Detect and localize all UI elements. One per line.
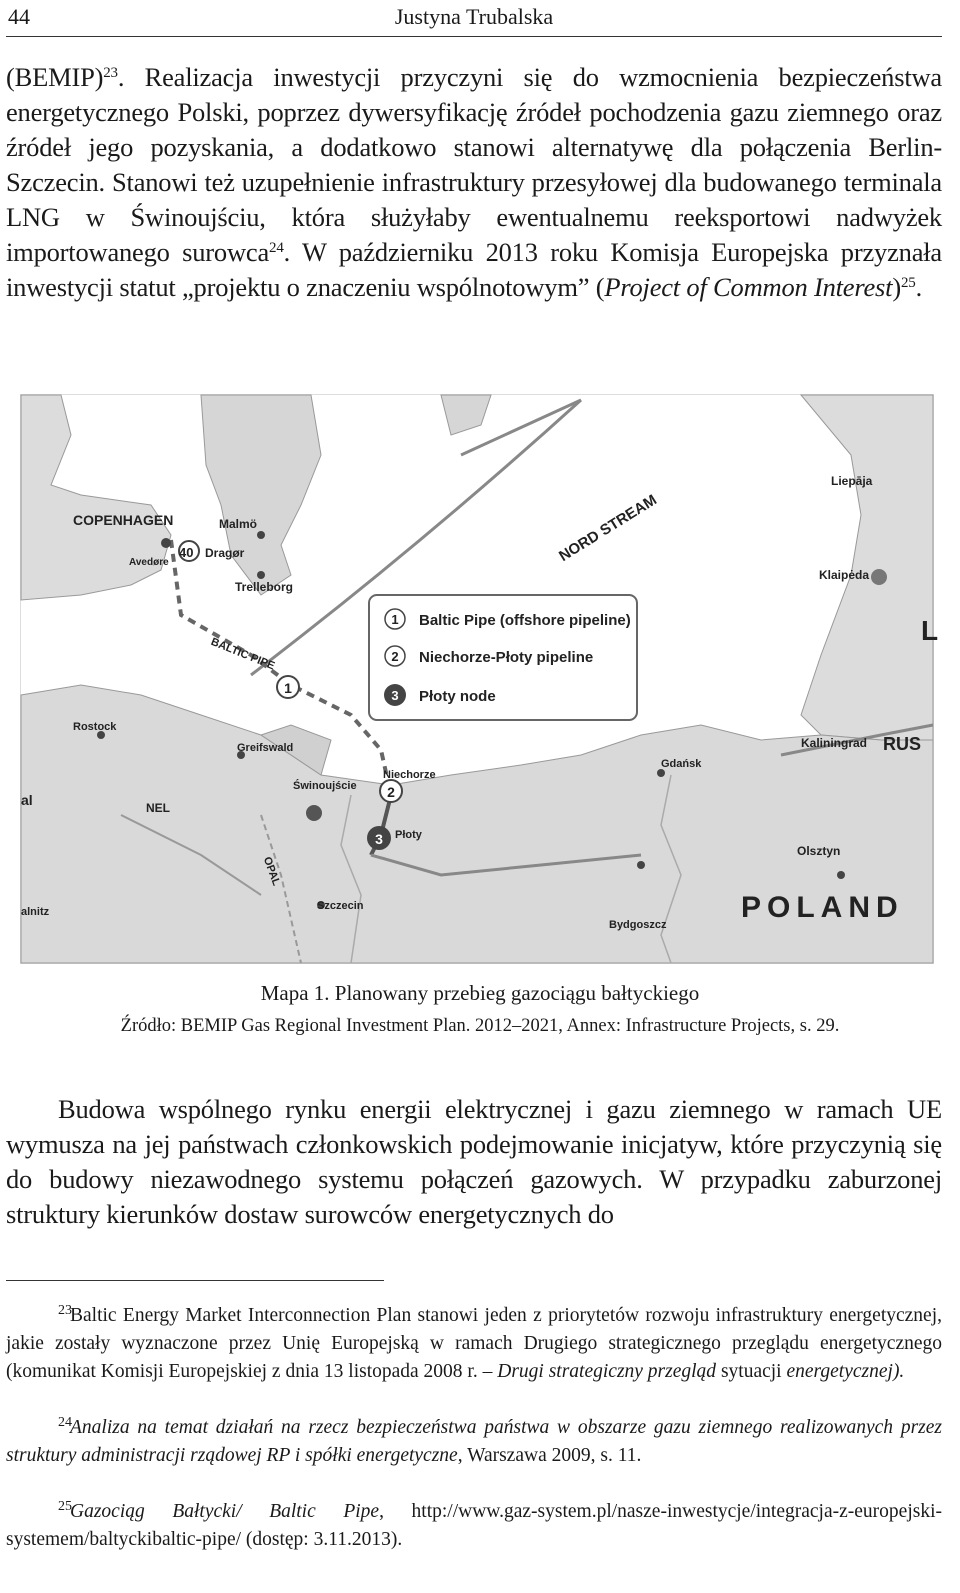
footnote-ref-23[interactable]: 23 (103, 65, 118, 81)
svg-text:Kaliningrad: Kaliningrad (801, 736, 868, 750)
map-source: Źródło: BEMIP Gas Regional Investment Plan. 2012–2021, Annex: Infrastructure Projects, s. 29. (120, 1016, 840, 1036)
svg-text:Malmö: Malmö (219, 517, 258, 531)
svg-text:alnitz: alnitz (21, 906, 50, 918)
legend-item-3: Płoty node (419, 688, 496, 705)
svg-text:Rostock: Rostock (73, 721, 117, 733)
svg-text:NEL: NEL (146, 801, 170, 815)
svg-text:1: 1 (391, 612, 399, 627)
svg-text:Klaipėda: Klaipėda (819, 568, 870, 582)
svg-text:Dragør: Dragør (205, 546, 245, 560)
svg-text:OPAL: OPAL (260, 855, 283, 888)
paragraph-1: (BEMIP)$^{23}$. Realizacja inwestycji przyczyni się do wzmocnienia bezpieczeństwa energetycznego Polski, poprzez dywersyfikację źródeł pochodzenia gazu ziemnego oraz źródeł jego pozyskania, a dodatkowo stanowi alternatywę dla połączenia Berlin-Szczecin. Stanowi też uzupełnienie infrastruktury przesyłowej dla budowanego terminala LNG w Świnoujściu, która służyłaby ewentualnemu reeksportowi nadwyżek importowanego surowca$^{24}$. W październiku 2013 roku Komisja Europejska przyznała inwestycji statut „projektu o znaczeniu wspólnotowym” (Project of Common Interest)$^{25}$. (6, 62, 942, 302)
svg-text:1: 1 (284, 680, 292, 696)
svg-text:Płoty: Płoty (395, 829, 422, 841)
map-caption: Mapa 1. Planowany przebieg gazociągu bałtyckiego (260, 981, 700, 1005)
label-baltic-pipe: BALTIC PIPE (209, 635, 277, 673)
svg-text:Niechorze: Niechorze (383, 769, 436, 781)
footnote-23: $^{23}$Baltic Energy Market Interconnection Plan stanowi jeden z priorytetów rozwoju infrastruktury energetycznej, jakie zostały wyznaczone przez Unię Europejską w ramach Drugiego strategicznego przeglądu energetycznego (komunikat Komisji Europejskiej z dnia 13 listopada 2008 r. – Drugi strategiczny przegląd sytuacji energetycznej). (6, 1303, 942, 1382)
svg-text:2: 2 (387, 784, 395, 800)
label-nord-stream: NORD STREAM (556, 491, 660, 566)
svg-text:Avedøre: Avedøre (129, 557, 169, 568)
page-number: 44 (8, 4, 30, 29)
map-legend (369, 595, 637, 720)
label-poland: POLAND (741, 891, 904, 924)
svg-text:Trelleborg: Trelleborg (235, 580, 294, 594)
svg-text:al: al (21, 792, 33, 808)
svg-text:Szczecin: Szczecin (317, 900, 364, 912)
paragraph-2: Budowa wspólnego rynku energii elektrycznej i gazu ziemnego w ramach UE wymusza na jej państwach członkowskich podejmowanie inicjatyw, które przyczynią się do budowy niezawodnego systemu połączeń gazowych. W przypadku zaburzonej struktury kierunków dostaw surowców energetycznych do (6, 1094, 942, 1229)
page-header (6, 0, 942, 37)
footnote-24: $^{24}$Analiza na temat działań na rzecz bezpieczeństwa państwa w obszarze gazu ziemnego realizowanych przez struktury administracji rządowej RP i spółki energetyczne, Warszawa 2009, s. 11. (6, 1415, 942, 1466)
svg-text:2: 2 (391, 649, 399, 664)
baltic-pipe-map (20, 394, 939, 964)
footnote-rule (6, 1280, 384, 1281)
legend-item-1: Baltic Pipe (offshore pipeline) (419, 612, 631, 629)
svg-text:Greifswald: Greifswald (237, 742, 294, 754)
svg-text:Liepāja: Liepāja (831, 474, 873, 488)
svg-text:Bydgoszcz: Bydgoszcz (609, 919, 667, 931)
svg-text:3: 3 (375, 831, 383, 847)
svg-text:40: 40 (179, 545, 194, 560)
label-copenhagen: COPENHAGEN (73, 512, 174, 528)
svg-text:3: 3 (391, 688, 399, 703)
svg-text:RUS: RUS (883, 734, 922, 754)
footnote-ref-24[interactable]: 24 (269, 240, 284, 256)
legend-item-2: Niechorze-Płoty pipeline (419, 649, 594, 666)
footnote-25: $^{25}$Gazociąg Bałtycki/ Baltic Pipe, http://www.gaz-system.pl/nasze-inwestycje/integracja-z-europejski-systemem/baltyckibaltic-pipe/ (dostęp: 3.11.2013). (6, 1499, 942, 1550)
svg-text:Świnoujście: Świnoujście (293, 780, 357, 792)
footnote-ref-25[interactable]: 25 (900, 275, 916, 291)
svg-text:L: L (921, 615, 939, 646)
svg-text:Olsztyn: Olsztyn (797, 844, 841, 858)
svg-text:Gdańsk: Gdańsk (661, 758, 702, 770)
running-head: Justyna Trubalska (394, 4, 554, 29)
